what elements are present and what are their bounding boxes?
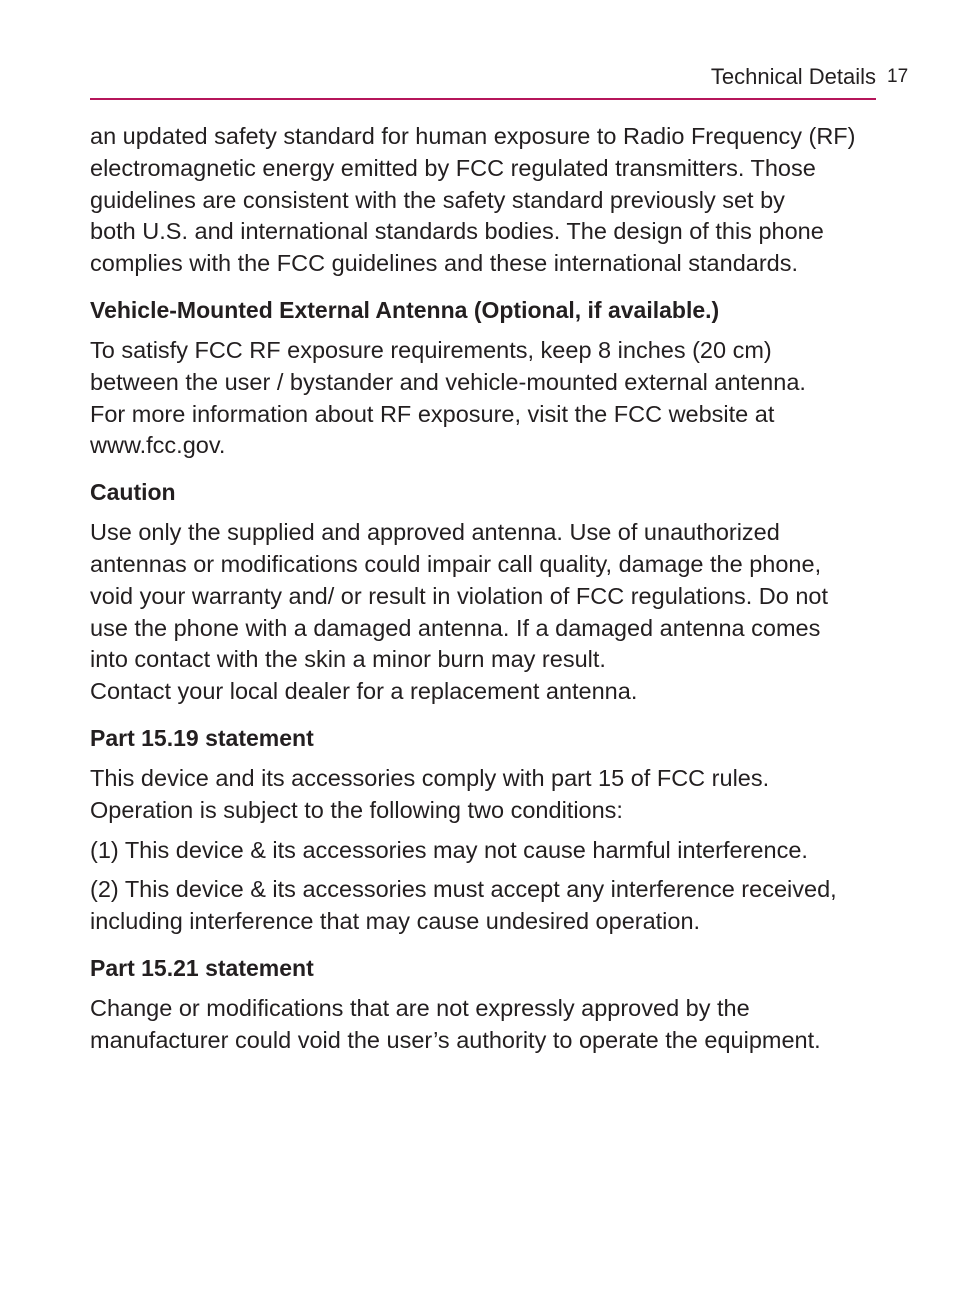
heading-caution: Caution — [90, 479, 176, 506]
heading-vehicle-mounted-antenna: Vehicle-Mounted External Antenna (Optional, if available.) — [90, 296, 720, 323]
heading-part-15-21: Part 15.21 statement — [90, 954, 314, 981]
condition-item-2: (2) This device & its accessories must accept any interference received, including interference that may cause undesired operation. — [90, 876, 837, 935]
paragraph-part-15-19: This device and its accessories comply with part 15 of FCC rules. Operation is subject to the following two conditions: — [90, 764, 770, 823]
page-header — [90, 62, 876, 100]
page-content — [90, 121, 880, 1072]
paragraph-part-15-21: Change or modifications that are not expressly approved by the manufacturer could void the user’s authority to operate the equipment. — [90, 994, 821, 1053]
paragraph-vehicle-mounted-antenna: To satisfy FCC RF exposure requirements, keep 8 inches (20 cm) between the user / bystander and vehicle-mounted external antenna. For more information about RF exposure, visit the FCC website at www.fcc.gov. — [90, 336, 806, 459]
intro-paragraph: an updated safety standard for human exposure to Radio Frequency (RF) electromagnetic energy emitted by FCC regulated transmitters. Those guidelines are consistent with the safety standard previously set by both U.S. and international standards bodies. The design of this phone complies with the FCC guidelines and these international standards. — [90, 123, 856, 277]
paragraph-caution: Use only the supplied and approved antenna. Use of unauthorized antennas or modifications could impair call quality, damage the phone, void your warranty and/ or result in violation of FCC regulations. Do not use the phone with a damaged antenna. If a damaged antenna comes into contact with the skin a minor burn may result. Contact your local dealer for a replacement antenna. — [90, 519, 828, 705]
section-title: Technical Details — [710, 64, 876, 89]
heading-part-15-19: Part 15.19 statement — [90, 724, 314, 751]
condition-item-1: (1) This device & its accessories may not cause harmful interference. — [90, 836, 808, 863]
page-number: 17 — [887, 66, 909, 87]
